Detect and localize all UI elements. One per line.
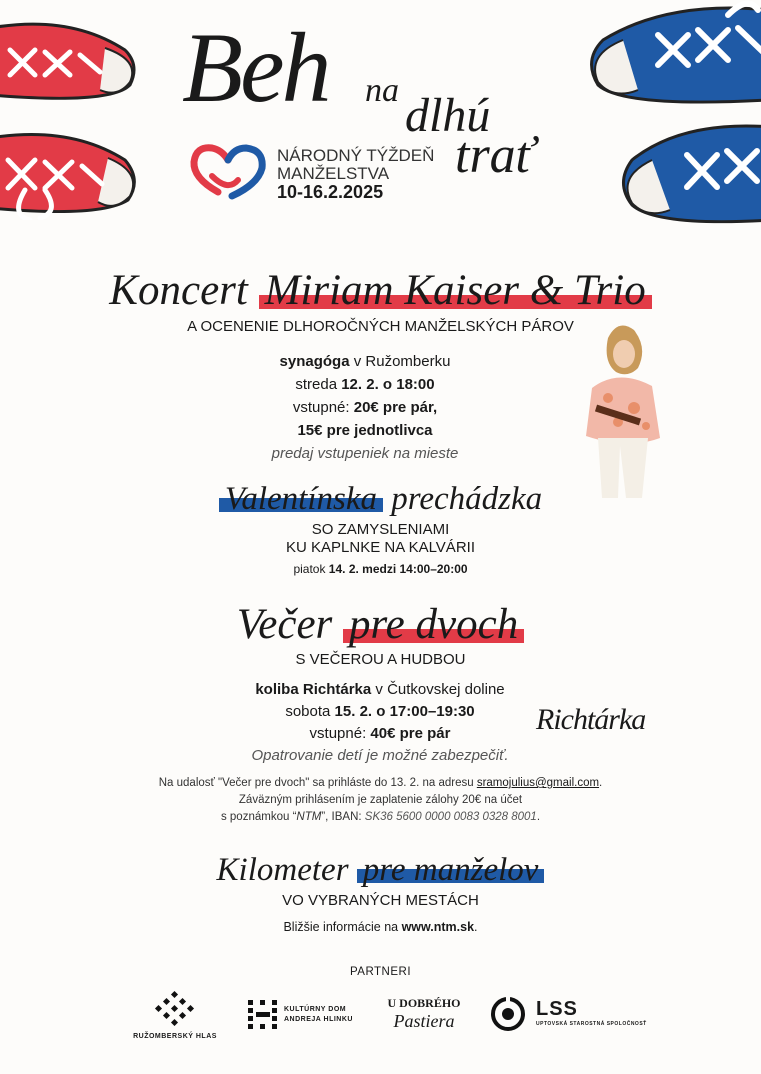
h-logo-icon [246, 998, 280, 1030]
concert-subtitle: A OCENENIE DLHOROČNÝCH MANŽELSKÝCH PÁROV [187, 318, 574, 335]
registration-line3: s poznámkou “NTM”, IBAN: SK36 5600 0000 0083 0328 8001. [220, 811, 541, 823]
walk-title-plain: prechádzka [383, 481, 543, 517]
red-sneaker-icon [0, 20, 150, 105]
partner-u-dobreho: U DOBRÉHO [387, 996, 461, 1010]
evening-subtitle: S VEČEROU A HUDBOU [295, 651, 466, 668]
evening-note: Opatrovanie detí je možné zabezpečiť. [251, 747, 509, 764]
km-title [0, 852, 761, 889]
richtarka-logo: Richtárka [536, 703, 646, 736]
rings-logo-icon [188, 140, 270, 200]
concert-title-highlight: Miriam Kaiser & Trio [259, 266, 652, 315]
blue-sneaker-icon [612, 115, 761, 230]
evening-title [0, 600, 761, 649]
week-line2: MANŽELSTVA [277, 164, 390, 183]
walk-sub2: KU KAPLNKE NA KALVÁRII [286, 539, 475, 556]
partner-kd-line1: KULTÚRNY DOM [284, 1006, 347, 1013]
concert-datetime: streda 12. 2. o 18:00 [295, 376, 435, 393]
concert-note: predaj vstupeniek na mieste [271, 445, 459, 462]
concert-details [215, 350, 515, 465]
partner-kd-line2: ANDREJA HLINKU [284, 1016, 353, 1023]
lss-circle-icon [490, 996, 526, 1032]
km-subtitle: VO VYBRANÝCH MESTÁCH [282, 892, 479, 909]
km-title-plain: Kilometer [216, 852, 357, 888]
evening-datetime: sobota 15. 2. o 17:00–19:30 [285, 703, 475, 720]
evening-price: vstupné: 40€ pre pár [309, 725, 451, 742]
walk-sub1: SO ZAMYSLENIAMI [311, 521, 450, 538]
evening-registration [0, 775, 761, 826]
dots-grid-icon [150, 990, 200, 1026]
walk-title-highlight: Valentínska [219, 481, 383, 518]
title-na: na [365, 72, 399, 109]
evening-details [190, 679, 570, 767]
registration-line1: Na udalosť "Večer pre dvoch" sa prihláste do 13. 2. na adresu sramojulius@gmail.com. [158, 777, 603, 789]
partner-lss: LSS [536, 998, 578, 1020]
ntm-website-link[interactable]: www.ntm.sk [401, 920, 475, 934]
concert-venue: synagóga v Ružomberku [279, 353, 451, 370]
partner-pastiera: Pastiera [393, 1011, 455, 1031]
week-line1: NÁRODNÝ TÝŽDEŇ [277, 146, 435, 165]
km-info: Bližšie informácie na www.ntm.sk. [283, 920, 478, 934]
violinist-photo [568, 318, 668, 498]
blue-sneaker-icon [578, 0, 761, 110]
evening-title-highlight: pre dvoch [343, 600, 524, 649]
title-dlhu: dlhú [405, 89, 491, 142]
concert-title [0, 266, 761, 315]
concert-price-single: 15€ pre jednotlivca [297, 422, 433, 439]
partners-heading: PARTNERI [349, 966, 412, 978]
title-beh: Beh [182, 12, 329, 123]
registration-line2: Záväzným prihlásením je zaplatenie zálohy 20€ na účet [238, 794, 523, 806]
partner-ruzombersky-hlas: RUŽOMBERSKÝ HLAS [133, 1033, 217, 1040]
walk-datetime: piatok 14. 2. medzi 14:00–20:00 [293, 562, 468, 576]
concert-price: vstupné: 20€ pre pár, [292, 399, 438, 416]
title-trat: trať [455, 127, 535, 184]
walk-title [0, 481, 761, 518]
week-dates: 10-16.2.2025 [277, 182, 384, 202]
registration-email-link[interactable]: sramojulius@gmail.com [476, 777, 600, 789]
partner-lss-sub: UPTOVSKÁ STAROSTNÁ SPOLOČNOSŤ [536, 1021, 647, 1027]
km-title-highlight: pre manželov [357, 852, 545, 889]
concert-title-plain: Koncert [109, 267, 259, 314]
evening-title-plain: Večer [236, 601, 344, 648]
red-sneaker-icon [0, 120, 150, 220]
evening-venue: koliba Richtárka v Čutkovskej doline [255, 681, 505, 698]
